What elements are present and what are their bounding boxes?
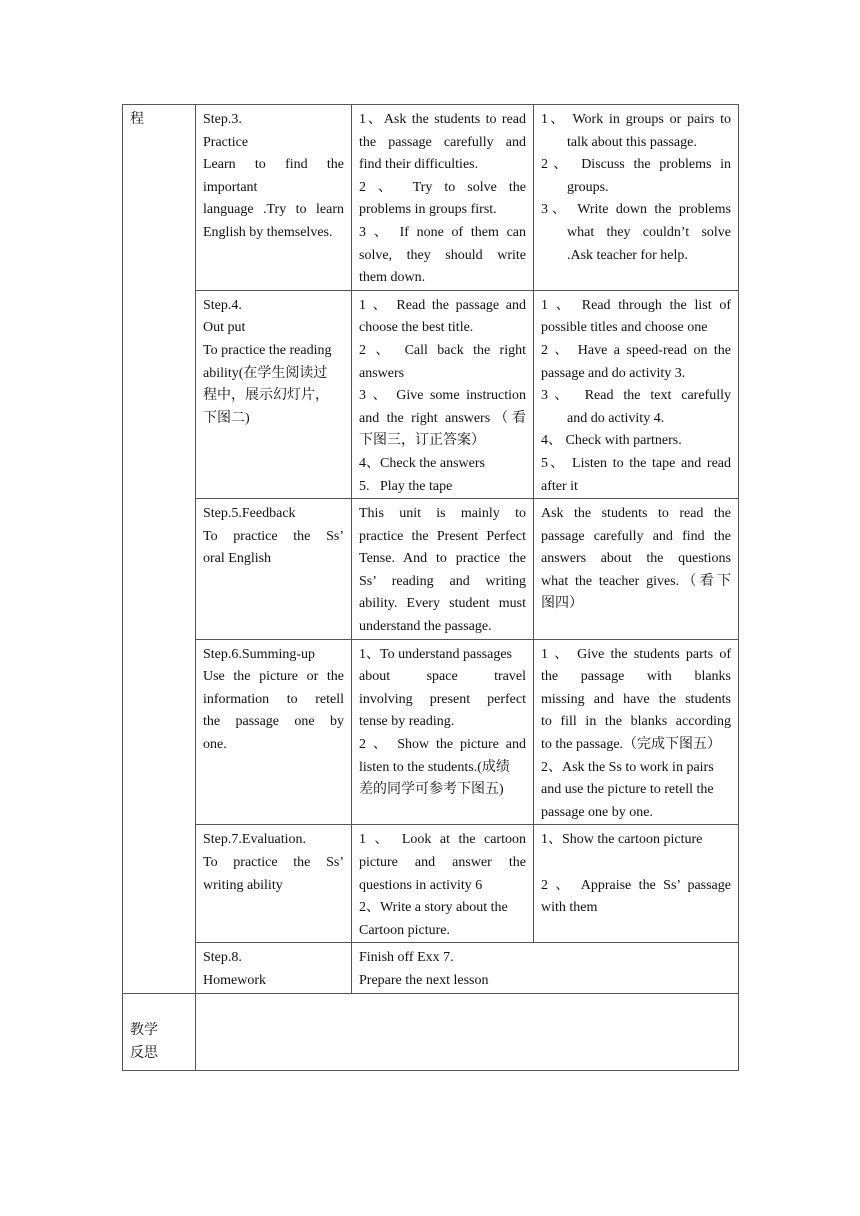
process-label-text: 程 — [130, 112, 144, 127]
step-title: Step.5.Feedback — [203, 506, 296, 522]
teacher-line: find their difficulties. — [359, 157, 479, 173]
student-line: possible titles and choose one — [541, 320, 708, 336]
student-line: the passage with blanks — [541, 669, 731, 685]
teacher-line: 2、Write a story about the — [359, 900, 508, 916]
item-number: 2、 — [541, 157, 573, 173]
student-line: and do activity 4. — [567, 410, 665, 426]
table-row-step3 — [123, 105, 739, 291]
teacher-line: choose the best title. — [359, 320, 474, 336]
student-activity-cell — [534, 290, 739, 498]
student-line: 2 、 Appraise the Ss’ passage — [541, 877, 731, 893]
step-goal-line: Use the picture or the — [203, 669, 344, 685]
teacher-activity-cell — [352, 825, 534, 943]
step-goal-line: 下图二) — [203, 410, 250, 426]
student-line: 5、 Listen to the tape and read — [541, 455, 731, 471]
teacher-line: Tense. And to practice the — [359, 551, 526, 567]
item-text: Work in groups or pairs to talk about this passage. — [567, 112, 732, 150]
student-line: what the teacher gives.（看下 — [541, 573, 731, 589]
step-goal-line: Learn to find the — [203, 157, 344, 173]
student-item — [541, 109, 731, 154]
table-row-step4 — [123, 290, 739, 498]
teacher-line: solve, they should write — [359, 247, 526, 263]
teacher-line: involving present perfect — [359, 691, 526, 707]
step-goal-line: ability(在学生阅读过 — [203, 365, 328, 381]
step-goal-line: 程中，展示幻灯片， — [203, 388, 329, 404]
teacher-line: listen to the students.(成绩 — [359, 759, 510, 775]
table-row-step7 — [123, 825, 739, 943]
teacher-line: 5. Play the tape — [359, 478, 453, 494]
step-cell — [196, 639, 352, 825]
step-title: Step.6.Summing-up — [203, 646, 316, 662]
homework-cell — [352, 943, 739, 993]
step-goal-line: English by themselves. — [203, 224, 333, 240]
step-goal-line: language .Try to learn — [203, 202, 344, 218]
step-cell — [196, 499, 352, 640]
homework-line: Finish off Exx 7. — [359, 950, 454, 966]
step-title: Step.4. — [203, 297, 242, 313]
reflection-label-text: 教学 反思 — [130, 1023, 158, 1061]
student-line: 3、 Read the text carefully — [541, 388, 731, 404]
step-goal-line: writing ability — [203, 877, 283, 893]
student-line: passage one by one. — [541, 804, 653, 820]
teacher-line: Ss’ reading and writing — [359, 573, 526, 589]
teacher-line: 2 、 Try to solve the — [359, 179, 526, 195]
step-name: Practice — [203, 134, 249, 150]
step-goal-line: information to retell — [203, 691, 344, 707]
step-name: Out put — [203, 320, 246, 336]
student-line: 2、Ask the Ss to work in pairs — [541, 759, 714, 775]
step-goal-line: the passage one by — [203, 714, 344, 730]
teacher-line: This unit is mainly to — [359, 506, 526, 522]
item-text: Write down the problems what they couldn’t solve .Ask teacher for help. — [567, 202, 732, 263]
teacher-line: 4、Check the answers — [359, 455, 485, 471]
teacher-line: answers — [359, 365, 405, 381]
step-cell — [196, 290, 352, 498]
step-cell — [196, 825, 352, 943]
teacher-line: tense by reading. — [359, 714, 455, 730]
teacher-line: problems in groups first. — [359, 202, 497, 218]
teacher-line: practice the Present Perfect — [359, 528, 526, 544]
item-number: 3、 — [541, 202, 570, 218]
teacher-line: 3 、 If none of them can — [359, 224, 526, 240]
step-goal-line: oral English — [203, 551, 272, 567]
teacher-line: 2 、 Show the picture and — [359, 737, 526, 753]
student-line: passage carefully and find the — [541, 528, 731, 544]
student-line: after it — [541, 478, 578, 494]
student-activity-cell — [534, 825, 739, 943]
reflection-label — [123, 993, 196, 1070]
item-number: 1、 — [541, 112, 567, 127]
student-line: answers about the questions — [541, 551, 731, 567]
student-line: Ask the students to read the — [541, 506, 731, 522]
reflection-content-cell — [196, 993, 739, 1070]
table-row-step6 — [123, 639, 739, 825]
student-line — [541, 852, 731, 875]
teacher-activity-cell — [352, 290, 534, 498]
student-line: 4、 Check with partners. — [541, 433, 682, 449]
student-line: missing and have the students — [541, 691, 731, 707]
student-line: 2 、 Have a speed-read on the — [541, 342, 731, 358]
teacher-line: 下图三，订正答案） — [359, 433, 485, 449]
teacher-line: about space travel — [359, 669, 526, 685]
step-goal-line: To practice the Ss’ — [203, 855, 344, 870]
teacher-line: 1、Ask the students to read — [359, 112, 526, 127]
step-cell — [196, 943, 352, 993]
step-goal-line: To practice the reading — [203, 342, 332, 358]
table-row-step5 — [123, 499, 739, 640]
step-title: Step.8. — [203, 950, 242, 966]
step-title: Step.7.Evaluation. — [203, 832, 307, 848]
student-line: with them — [541, 900, 598, 916]
table-row-step8 — [123, 943, 739, 993]
student-activity-cell — [534, 105, 739, 291]
teacher-line: the passage carefully and — [359, 134, 526, 150]
student-line: 1、Show the cartoon picture — [541, 832, 703, 848]
teacher-line: 1 、 Look at the cartoon — [359, 832, 526, 848]
step-goal-line: important — [203, 179, 258, 195]
student-line: 图四） — [541, 596, 583, 612]
teacher-line: 1、To understand passages — [359, 646, 512, 662]
teacher-line: picture and answer the — [359, 855, 526, 870]
student-item — [541, 199, 731, 267]
teacher-line: 3 、 Give some instruction — [359, 388, 526, 404]
student-line: passage and do activity 3. — [541, 365, 686, 381]
student-line: 1 、 Give the students parts of — [541, 646, 731, 662]
student-line: 1 、 Read through the list of — [541, 297, 731, 313]
teacher-line: 差的同学可参考下图五) — [359, 782, 504, 798]
step-title: Step.3. — [203, 112, 242, 127]
teacher-activity-cell — [352, 639, 534, 825]
step-goal-line: To practice the Ss’ — [203, 528, 344, 544]
teacher-line: 1 、 Read the passage and — [359, 297, 526, 313]
student-line: to fill in the blanks according — [541, 714, 731, 730]
homework-line: Prepare the next lesson — [359, 972, 489, 988]
teacher-line: and the right answers（看 — [359, 410, 526, 426]
teacher-activity-cell — [352, 105, 534, 291]
item-text: Discuss the problems in groups. — [567, 157, 732, 195]
teacher-line: ability. Every student must — [359, 596, 526, 612]
teacher-line: 2 、 Call back the right — [359, 342, 526, 358]
teacher-line: understand the passage. — [359, 619, 492, 635]
step-cell — [196, 105, 352, 291]
step-name: Homework — [203, 972, 266, 988]
step-goal-line: one. — [203, 737, 227, 753]
lesson-plan-table — [122, 104, 739, 1071]
student-line: to the passage.（完成下图五） — [541, 737, 722, 753]
student-item — [541, 154, 731, 199]
table-row-reflection — [123, 993, 739, 1070]
teacher-line: questions in activity 6 — [359, 877, 483, 893]
teacher-line: Cartoon picture. — [359, 922, 450, 938]
student-activity-cell — [534, 639, 739, 825]
process-label — [123, 105, 196, 994]
student-line: and use the picture to retell the — [541, 782, 714, 798]
teacher-activity-cell — [352, 499, 534, 640]
teacher-line: them down. — [359, 270, 426, 286]
student-activity-cell — [534, 499, 739, 640]
